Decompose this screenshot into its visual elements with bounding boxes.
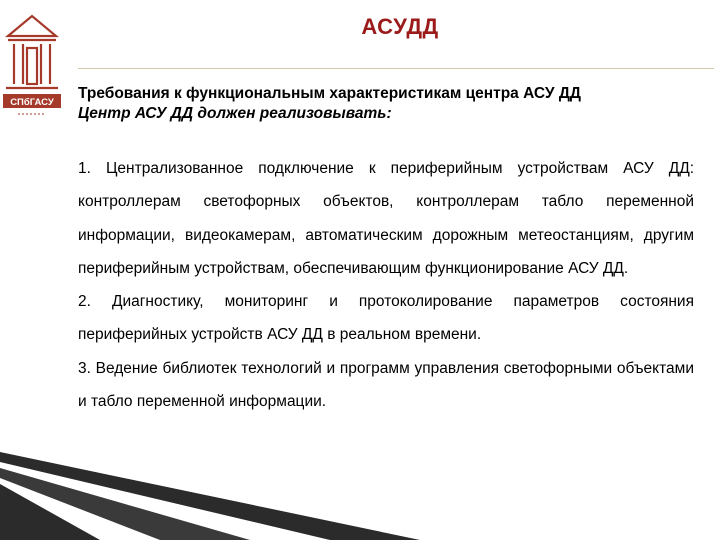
requirements-subheading: Центр АСУ ДД должен реализовывать: — [78, 105, 392, 122]
title-divider — [78, 68, 714, 69]
requirements-list — [78, 152, 694, 418]
logo-text: СПбГАСУ — [10, 97, 54, 108]
list-item: 1. Централизованное подключение к периферийным устройствам АСУ ДД: контроллерам светофорных объектов, контроллерам табло переменной информации, видеокамерам, автоматическим дорожным метеостанциям, другим периферийным устройствам, обеспечивающим функционирование АСУ ДД. — [78, 160, 694, 277]
list-item: 3. Ведение библиотек технологий и программ управления светофорными объектами и табло переменной информации. — [78, 359, 694, 411]
decorative-corner — [0, 438, 420, 540]
requirements-heading: Требования к функциональным характеристикам центра АСУ ДД — [78, 85, 581, 102]
page-title: АСУДД — [361, 14, 439, 39]
list-item: 2. Диагностику, мониторинг и протоколирование параметров состояния периферийных устройств АСУ ДД в реальном времени. — [78, 293, 694, 344]
